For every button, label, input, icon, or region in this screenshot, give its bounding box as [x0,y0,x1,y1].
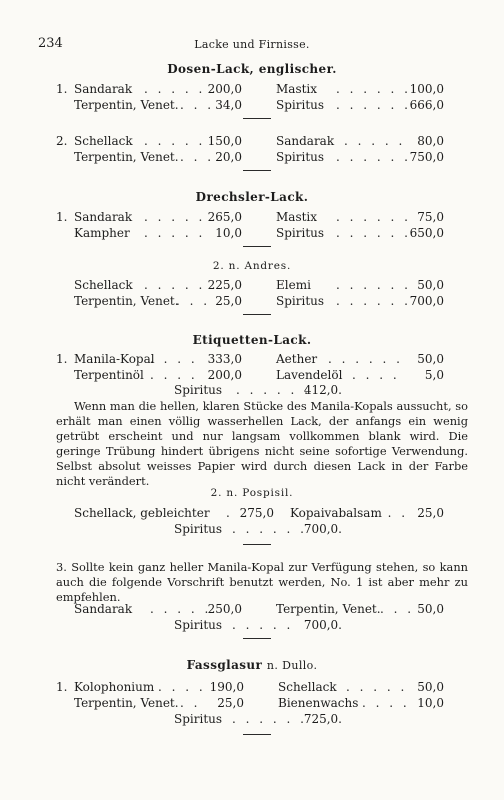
ingredient-name: Terpentin, Venet. [74,294,179,308]
ingredient-amount: 20,0 [215,150,242,164]
ingredient-name: Elemi [276,278,311,292]
ingredient-name: Spiritus [174,618,223,632]
recipe-number: 1. [56,680,68,694]
section-title-etiquetten-lack: Etiquetten-Lack. [192,333,312,347]
ingredient-amount: 412,0. [303,383,342,397]
ingredient-amount: 150,0 [207,134,242,148]
ingredient-amount: 333,0 [207,352,242,366]
divider-rule [243,170,271,171]
leader-dots: . . . . [150,368,198,382]
ingredient-amount: 25,0 [417,506,444,520]
leader-dots: . . . [374,506,409,520]
leader-dots: . . . . . [144,278,206,292]
ingredient-name: Lavendelöl [276,368,343,382]
divider-rule [243,734,271,735]
ingredient-amount: 700,0 [409,294,444,308]
ingredient-name: Sandarak [74,210,133,224]
ingredient-amount: 650,0 [409,226,444,240]
ingredient-name: Terpentin, Venet. [74,98,179,112]
leader-dots: . . . . [362,696,410,710]
leader-dots: . . . [176,294,211,308]
leader-dots: . . . . . . [328,352,403,366]
ingredient-amount: 225,0 [207,278,242,292]
ingredient-amount: 190,0 [209,680,244,694]
ingredient-name: Spiritus [276,150,325,164]
ingredient-name: Schellack [74,134,133,148]
leader-dots: . . . . . [346,680,408,694]
leader-dots: . . . . . . [336,210,411,224]
ingredient-amount: 50,0 [417,680,444,694]
leader-dots: . . [180,696,201,710]
leader-dots: . . . . . . [336,150,411,164]
paragraph-note-alternative [56,560,468,605]
leader-dots: . . . . . . [336,226,411,240]
ingredient-amount: 700,0. [303,522,342,536]
paragraph-text: Wenn man die hellen, klaren Stücke des Manila-Kopals aussucht, so erhält man einen völlig wasserhellen Lack, der anfangs ein wenig getrübt erscheint und nur langsam vollkommen blank wird. Die geringe Trübung hindert übrigens nicht seine sofortige Verwendung. Selbst absolut weisses Papier wird durch diesen Lack in der Farbe nicht verändert. [56,399,468,488]
ingredient-name: Spiritus [276,226,325,240]
divider-rule [243,314,271,315]
ingredient-name: Sandarak [276,134,335,148]
ingredient-name: Kampher [74,226,130,240]
paragraph-note-manila-kopal [56,399,468,489]
ingredient-amount: 200,0 [207,368,242,382]
ingredient-amount: 100,0 [409,82,444,96]
leader-dots: . . . . . . [232,522,307,536]
leader-dots: . . . . . [144,82,206,96]
ingredient-name: Sandarak [74,82,133,96]
leader-dots: . . . . . [144,134,206,148]
ingredient-amount: 50,0 [417,352,444,366]
section-title-fassglasur [0,658,504,672]
recipe-number: 1. [56,82,68,96]
ingredient-amount: 75,0 [417,210,444,224]
ingredient-amount: 50,0 [417,278,444,292]
ingredient-name: Spiritus [276,294,325,308]
ingredient-name: Schellack, gebleichter [74,506,210,520]
ingredient-name: Spiritus [276,98,325,112]
leader-dots: . . . . . . [336,82,411,96]
recipe-subtitle: 2. n. Andres. [212,260,292,272]
ingredient-name: Sandarak [74,602,133,616]
ingredient-name: Mastix [276,82,318,96]
recipe-number: 1. [56,352,68,366]
ingredient-amount: 275,0 [239,506,274,520]
ingredient-amount: 200,0 [207,82,242,96]
ingredient-amount: 50,0 [417,602,444,616]
ingredient-amount: 750,0 [409,150,444,164]
leader-dots: . . . . . . [336,294,411,308]
leader-dots: . . . . [158,680,206,694]
leader-dots: . . . . . [150,602,212,616]
section-title-drechsler-lack: Drechsler-Lack. [195,190,309,204]
leader-dots: . . . . . [144,210,206,224]
leader-dots: . . . [380,602,415,616]
ingredient-name: Bienenwachs [278,696,359,710]
ingredient-amount: 34,0 [215,98,242,112]
ingredient-amount: 250,0 [207,602,242,616]
ingredient-name: Aether [276,352,318,366]
recipe-number: 1. [56,210,68,224]
leader-dots: . . . . . [232,618,294,632]
leader-dots: . . . [180,98,215,112]
page-number: 234 [38,36,63,51]
leader-dots: . . . . . . [236,383,311,397]
divider-rule [243,246,271,247]
ingredient-amount: 25,0 [217,696,244,710]
ingredient-name: Spiritus [174,522,223,536]
leader-dots: . . . . . [144,226,206,240]
ingredient-name: Schellack [74,278,133,292]
ingredient-name: Terpentin, Venet. [74,150,179,164]
ingredient-amount: 700,0. [303,618,342,632]
ingredient-amount: 80,0 [417,134,444,148]
divider-rule [243,544,271,545]
ingredient-name: Kopaivabalsam [290,506,382,520]
ingredient-name: Terpentin, Venet. [276,602,381,616]
leader-dots: . . . . . [344,134,406,148]
ingredient-name: Mastix [276,210,318,224]
divider-rule [243,118,271,119]
section-title-author: n. Dullo. [266,659,318,672]
ingredient-amount: 725,0. [303,712,342,726]
ingredient-name: Terpentinöl [74,368,144,382]
ingredient-amount: 10,0 [215,226,242,240]
leader-dots: . . . . . . [336,278,411,292]
ingredient-name: Spiritus [174,383,223,397]
ingredient-name: Terpentin, Venet. [74,696,179,710]
divider-rule [243,638,271,639]
leader-dots: . . . . [150,352,198,366]
ingredient-name: Schellack [278,680,337,694]
recipe-subtitle: 2. n. Pospisil. [210,487,294,499]
ingredient-amount: 265,0 [207,210,242,224]
ingredient-amount: 666,0 [409,98,444,112]
section-title-text: Fassglasur [186,658,263,672]
recipe-number: 2. [56,134,68,148]
paragraph-text: 3. Sollte kein ganz heller Manila-Kopal zur Verfügung stehen, so kann auch die folgende Vorschrift benutzt werden, No. 1 ist aber mehr zu empfehlen. [56,560,468,604]
leader-dots: . [226,506,233,520]
ingredient-amount: 25,0 [215,294,242,308]
leader-dots: . . . . [352,368,400,382]
ingredient-amount: 10,0 [417,696,444,710]
running-head: Lacke und Firnisse. [194,38,310,51]
section-title-dosen-lack: Dosen-Lack, englischer. [167,62,337,76]
leader-dots: . . . . . . [336,98,411,112]
ingredient-name: Kolophonium [74,680,155,694]
leader-dots: . . . [180,150,215,164]
ingredient-name: Manila-Kopal [74,352,155,366]
leader-dots: . . . . . . [232,712,307,726]
ingredient-amount: 5,0 [424,368,444,382]
ingredient-name: Spiritus [174,712,223,726]
